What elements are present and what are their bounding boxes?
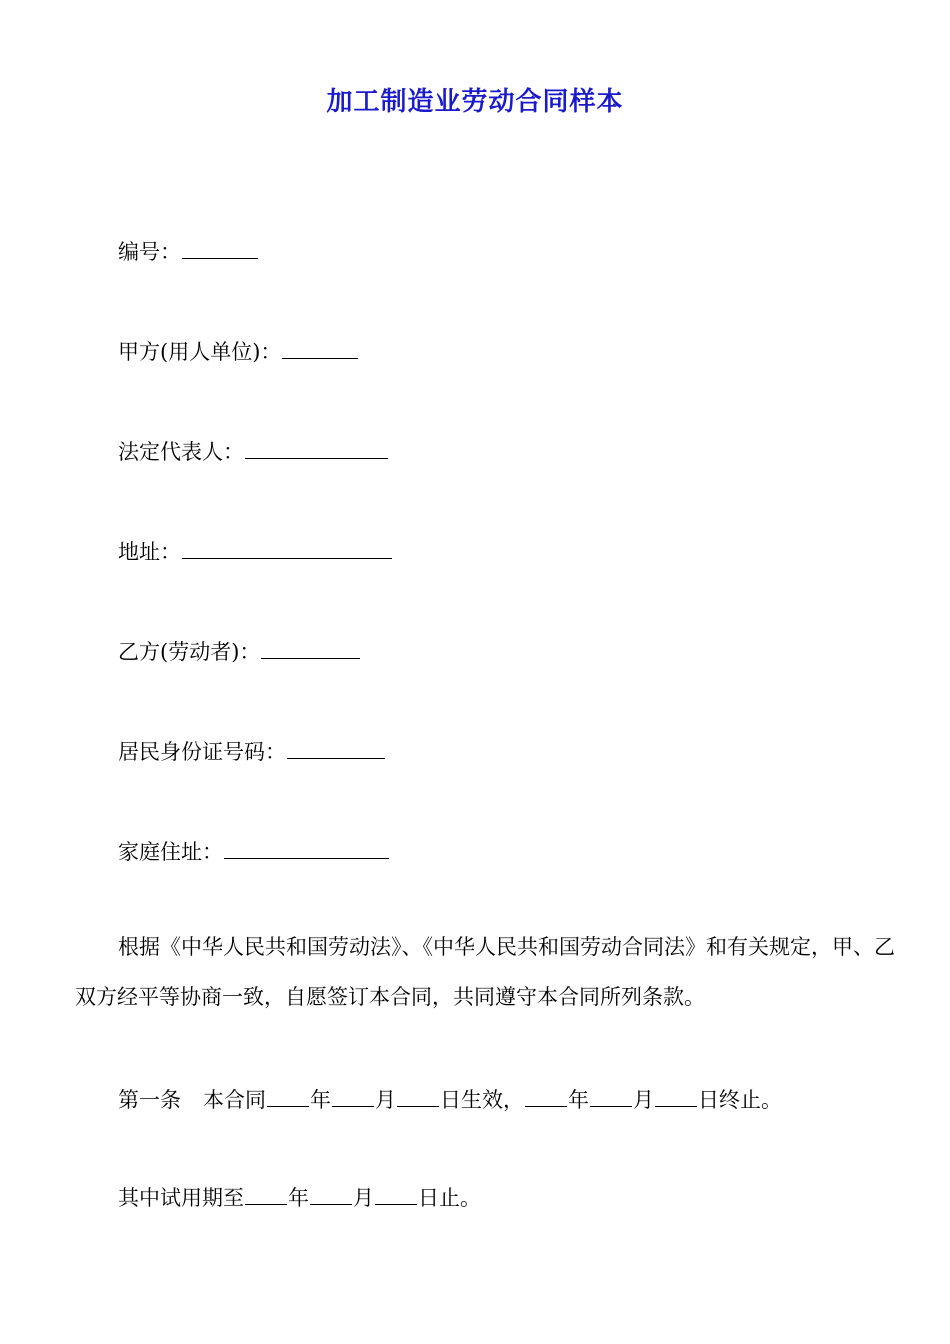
field-contract-number [118, 236, 259, 267]
month-label: 月 [375, 1088, 396, 1112]
year-label: 年 [288, 1186, 309, 1210]
home-address-label: 家庭住址： [118, 840, 223, 864]
probation-line [118, 1182, 481, 1213]
year-label: 年 [568, 1088, 589, 1112]
address-label: 地址： [118, 540, 181, 564]
home-address-blank [224, 836, 389, 859]
field-party-a [118, 336, 359, 367]
document-title: 加工制造业劳动合同样本 [326, 87, 624, 117]
start-year-blank [267, 1084, 309, 1107]
month-label: 月 [633, 1088, 654, 1112]
field-id-number [118, 736, 386, 767]
party-b-label: 乙方(劳动者)： [118, 640, 261, 664]
legal-rep-label: 法定代表人： [118, 440, 244, 464]
contract-number-label: 编号： [118, 240, 181, 264]
id-number-label: 居民身份证号码： [118, 740, 286, 764]
field-home-address [118, 836, 390, 867]
party-b-blank [261, 636, 360, 659]
party-a-blank [282, 336, 358, 359]
start-month-blank [332, 1084, 374, 1107]
address-blank [182, 536, 392, 559]
field-party-b [118, 636, 361, 667]
probation-text-start: 其中试用期至 [118, 1186, 244, 1210]
legal-rep-blank [245, 436, 388, 459]
termination-text: 日终止。 [698, 1088, 782, 1112]
probation-day-blank [375, 1182, 417, 1205]
effective-text: 日生效， [440, 1088, 524, 1112]
year-label: 年 [310, 1088, 331, 1112]
article-one-heading: 第一条 [118, 1088, 181, 1112]
probation-end-text: 日止。 [418, 1186, 481, 1210]
field-address [118, 536, 393, 567]
article-one-text-start: 本合同 [203, 1088, 266, 1112]
end-day-blank [655, 1084, 697, 1107]
start-day-blank [397, 1084, 439, 1107]
end-year-blank [525, 1084, 567, 1107]
probation-year-blank [245, 1182, 287, 1205]
field-legal-representative [118, 436, 389, 467]
id-number-blank [287, 736, 385, 759]
end-month-blank [590, 1084, 632, 1107]
contract-number-blank [182, 236, 258, 259]
month-label: 月 [353, 1186, 374, 1210]
article-one [118, 1084, 782, 1115]
party-a-label: 甲方(用人单位)： [118, 340, 282, 364]
probation-month-blank [310, 1182, 352, 1205]
preamble-paragraph: 根据《中华人民共和国劳动法》、《中华人民共和国劳动合同法》和有关规定，甲、乙双方经平等协商一致，自愿签订本合同，共同遵守本合同所列条款。 [75, 935, 895, 1009]
